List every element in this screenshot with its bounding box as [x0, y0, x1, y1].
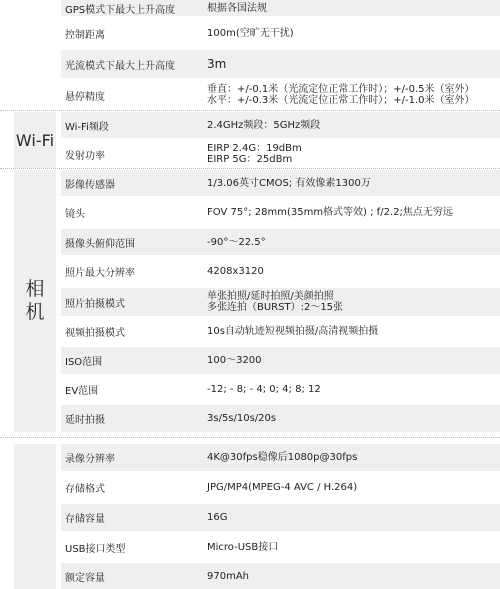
spec-value-line: 1/3.06英寸CMOS; 有效像素1300万: [207, 177, 371, 189]
spec-value-line: 2.4GHz频段：5GHz频段: [207, 119, 321, 131]
camera-section: [0, 170, 500, 432]
spec-value: [205, 140, 500, 168]
spec-label: 照片拍摄模式: [65, 298, 125, 310]
section-divider: [0, 168, 500, 169]
spec-label: 发射功率: [65, 150, 105, 162]
spec-value-line: 单张拍照/延时拍照/美颜拍照: [207, 291, 334, 302]
spec-value: [205, 81, 500, 109]
flight-section: [0, 0, 500, 110]
spec-value-line: Micro-USB接口: [207, 541, 279, 553]
spec-row: [61, 112, 500, 138]
spec-row: [61, 170, 500, 196]
spec-label: 摄像头俯仰范围: [65, 238, 135, 250]
spec-label: 额定容量: [65, 572, 105, 584]
spec-label: 视频拍摄模式: [65, 327, 125, 339]
spec-value-line: 多张连拍（BURST）:2～15张: [207, 302, 344, 313]
spec-value: [205, 288, 500, 316]
spec-row: [61, 81, 500, 109]
spec-value: [205, 0, 500, 16]
wifi-section: [0, 112, 500, 168]
spec-value-line: 16G: [207, 512, 228, 523]
camera-label-char: 机: [25, 301, 45, 323]
spec-label: 存储容量: [65, 514, 105, 525]
spec-label: 影像传感器: [65, 179, 115, 191]
spec-label: Wi-Fi频段: [65, 121, 109, 133]
spec-value-line: 4208x3120: [207, 266, 264, 277]
spec-value: [205, 405, 500, 432]
spec-value: [205, 170, 500, 196]
spec-value: [205, 376, 500, 402]
spec-row: [61, 444, 500, 471]
spec-row: [61, 504, 500, 531]
spec-label: USB接口类型: [65, 543, 126, 555]
spec-row: [61, 376, 500, 402]
section-divider: [0, 437, 500, 438]
storage-category-block: [14, 444, 56, 589]
section-divider: [0, 110, 500, 111]
spec-value-line: 100～3200: [207, 355, 262, 366]
spec-label: 延时拍摄: [65, 415, 105, 426]
spec-row: [61, 258, 500, 285]
spec-label: EV范围: [65, 385, 99, 397]
spec-value: [205, 258, 500, 285]
spec-row: [61, 229, 500, 255]
spec-value: [205, 504, 500, 531]
spec-label: 控制距离: [65, 29, 105, 41]
spec-row: [61, 563, 500, 589]
spec-value: [205, 199, 500, 226]
spec-label: ISO范围: [65, 357, 103, 368]
spec-row: [61, 347, 500, 374]
spec-row: [61, 0, 500, 16]
spec-value: [205, 318, 500, 344]
spec-value-line: 根据各国法规: [207, 2, 267, 14]
spec-row: [61, 534, 500, 560]
spec-value-line: 10s自动轨迹短视频拍摄/高清视频拍摄: [207, 325, 379, 337]
spec-value: [205, 19, 500, 47]
spec-label: 照片最大分辨率: [65, 268, 135, 279]
spec-row: [61, 140, 500, 168]
spec-value: [205, 112, 500, 138]
spec-value-line: 970mAh: [207, 570, 250, 582]
camera-category-label: [14, 170, 56, 432]
spec-row: [61, 318, 500, 344]
spec-value-line: EIRP 5G：25dBm: [207, 154, 293, 165]
spec-value-line: 3s/5s/10s/20s: [207, 413, 277, 424]
spec-value: [205, 50, 500, 78]
spec-label: 存储格式: [65, 484, 105, 495]
spec-row: [61, 474, 500, 501]
spec-label: GPS模式下最大上升高度: [65, 4, 176, 16]
spec-value-line: 水平：+/-0.3米（光流定位正常工作时）；+/-1.0米（室外）: [207, 95, 475, 106]
spec-value: [205, 444, 500, 471]
spec-value-line: 3m: [207, 56, 227, 71]
spec-label: 镜头: [65, 209, 85, 220]
spec-row: [61, 288, 500, 316]
spec-row: [61, 199, 500, 226]
spec-label: 悬停精度: [65, 91, 105, 103]
spec-value: [205, 347, 500, 374]
wifi-category-label: Wi-Fi: [14, 112, 56, 168]
spec-label: 录像分辨率: [65, 454, 115, 465]
spec-value-line: 垂直：+/-0.1米（光流定位正常工作时）；+/-0.5米（室外）: [207, 84, 475, 95]
spec-value: [205, 229, 500, 255]
spec-value-line: JPG/MP4(MPEG-4 AVC / H.264): [207, 482, 358, 493]
spec-value-line: EIRP 2.4G：19dBm: [207, 143, 302, 154]
spec-value: [205, 474, 500, 501]
spec-label: 光流模式下最大上升高度: [65, 60, 175, 72]
spec-value: [205, 534, 500, 560]
spec-row: [61, 405, 500, 432]
spec-value-line: FOV 75°; 28mm(35mm格式等效) ; f/2.2;焦点无穷远: [207, 207, 453, 218]
spec-row: [61, 19, 500, 47]
camera-label-char: 相: [25, 278, 45, 300]
spec-value-line: -90°～22.5°: [207, 236, 266, 248]
spec-value-line: 4K@30fps稳像后1080p@30fps: [207, 452, 358, 463]
spec-value-line: -12; - 8; - 4; 0; 4; 8; 12: [207, 383, 321, 395]
spec-value: [205, 563, 500, 589]
spec-value-line: 100m(空旷无干扰): [207, 27, 294, 39]
spec-row: [61, 50, 500, 78]
storage-section: [0, 444, 500, 589]
